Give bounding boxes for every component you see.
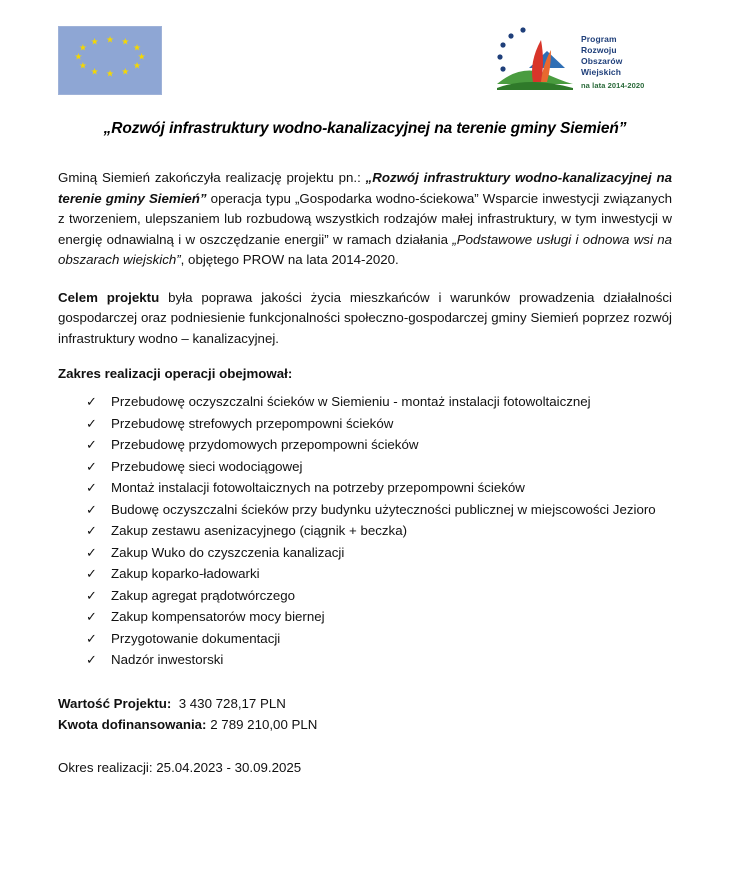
list-item-label: Przebudowę przydomowych przepompowni ścieków <box>111 437 419 452</box>
european-union-flag-icon <box>58 26 162 95</box>
list-item-label: Nadzór inwestorski <box>111 652 224 667</box>
list-item <box>80 413 672 435</box>
document-content <box>58 120 672 778</box>
list-item <box>80 563 672 585</box>
check-icon: ✓ <box>86 544 97 560</box>
check-icon: ✓ <box>86 566 97 581</box>
intro-project-name: „Rozwój infrastruktury wodno-kanalizacyjnej na terenie gminy Siemień” <box>58 170 672 206</box>
list-item-label: Przebudowę sieci wodociągowej <box>111 458 303 474</box>
list-item-label: Montaż instalacji fotowoltaicznych na potrzeby przepompowni ścieków <box>111 480 525 495</box>
list-item-label: Zakup koparko-ładowarki <box>111 566 260 581</box>
check-icon: ✓ <box>86 523 97 538</box>
list-item-label: Budowę oczyszczalni ścieków przy budynku użyteczności publicznej w miejscowości Jezioro <box>111 501 656 517</box>
list-item <box>80 585 672 607</box>
project-funding-amount: 2 789 210,00 PLN <box>210 716 318 732</box>
intro-measure-name: „Podstawowe usługi i odnowa wsi na obszarach wiejskich” <box>58 231 672 267</box>
list-item <box>80 628 672 650</box>
prow-line-4: Wiejskich <box>581 67 622 77</box>
eu-stars: ★ ★ ★ ★ ★ ★ ★ ★ ★ ★ ★ ★ <box>74 34 146 79</box>
list-item-label: Zakup zestawu asenizacyjnego (ciągnik + beczka) <box>111 523 408 538</box>
list-item <box>80 391 672 413</box>
list-item <box>80 477 672 499</box>
prow-logo <box>489 18 664 100</box>
list-item <box>80 649 672 671</box>
goal-label: Celem projektu <box>58 289 160 305</box>
list-item <box>80 542 672 564</box>
project-period: Okres realizacji: 25.04.2023 - 30.09.2025 <box>58 759 302 775</box>
check-icon: ✓ <box>86 394 97 409</box>
project-value-amount: 3 430 728,17 PLN <box>178 695 286 711</box>
prow-line-5: na lata 2014-2020 <box>581 81 645 90</box>
scope-heading: Zakres realizacji operacji obejmował: <box>58 366 293 381</box>
check-icon: ✓ <box>86 609 97 624</box>
paragraph-goal <box>58 288 672 350</box>
list-item-label: Przygotowanie dokumentacji <box>111 630 281 646</box>
check-icon: ✓ <box>86 587 97 603</box>
check-icon: ✓ <box>86 501 97 517</box>
project-funding-line <box>58 714 672 735</box>
list-item-label: Zakup Wuko do czyszczenia kanalizacji <box>111 544 345 560</box>
project-value-label: Wartość Projektu: <box>58 695 172 711</box>
check-icon: ✓ <box>86 458 97 474</box>
intro-text-3: , objętego PROW na lata 2014-2020. <box>180 252 399 267</box>
list-item <box>80 434 672 456</box>
check-icon: ✓ <box>86 630 97 646</box>
prow-logo-text <box>581 34 644 91</box>
project-totals <box>58 693 672 735</box>
check-icon: ✓ <box>86 437 97 452</box>
list-item <box>80 456 672 478</box>
page-title: „Rozwój infrastruktury wodno-kanalizacyjnej na terenie gminy Siemień” <box>103 120 627 137</box>
project-value-line <box>58 693 672 714</box>
check-icon: ✓ <box>86 415 97 431</box>
list-item-label: Przebudowę strefowych przepompowni ścieków <box>111 415 394 431</box>
paragraph-intro <box>58 168 672 271</box>
intro-text-1: Gminą Siemień zakończyła realizację projektu pn.: <box>58 170 366 185</box>
list-item-label: Zakup kompensatorów mocy biernej <box>111 609 325 624</box>
goal-text: była poprawa jakości życia mieszkańców i warunków prowadzenia działalności gospodarczej oraz podniesienie funkcjonalności społeczno-gospodarczej gminy Siemień poprzez rozwój infrastruktury wodno – kanalizacyjnej. <box>58 289 672 346</box>
scope-list <box>58 391 672 671</box>
list-item <box>80 606 672 628</box>
list-item-label: Zakup agregat prądotwórczego <box>111 587 296 603</box>
prow-line-3: Obszarów <box>581 56 623 66</box>
list-item-label: Przebudowę oczyszczalni ścieków w Siemieniu - montaż instalacji fotowoltaicznej <box>111 394 591 409</box>
list-item <box>80 499 672 521</box>
logo-header <box>0 0 729 110</box>
check-icon: ✓ <box>86 480 97 495</box>
prow-line-1: Program <box>581 34 617 44</box>
prow-line-2: Rozwoju <box>581 45 617 55</box>
project-funding-label: Kwota dofinansowania: <box>58 716 207 732</box>
check-icon: ✓ <box>86 652 97 667</box>
list-item <box>80 520 672 542</box>
intro-text-2: operacja typu „Gospodarka wodno-ściekowa” Wsparcie inwestycji związanych z tworzeniem, ulepszaniem lub rozbudową wszystkich rodzajów małej infrastruktury, w tym inwestycji w energię odnawialną i w oszczędzanie energii” w ramach działania <box>58 190 672 247</box>
